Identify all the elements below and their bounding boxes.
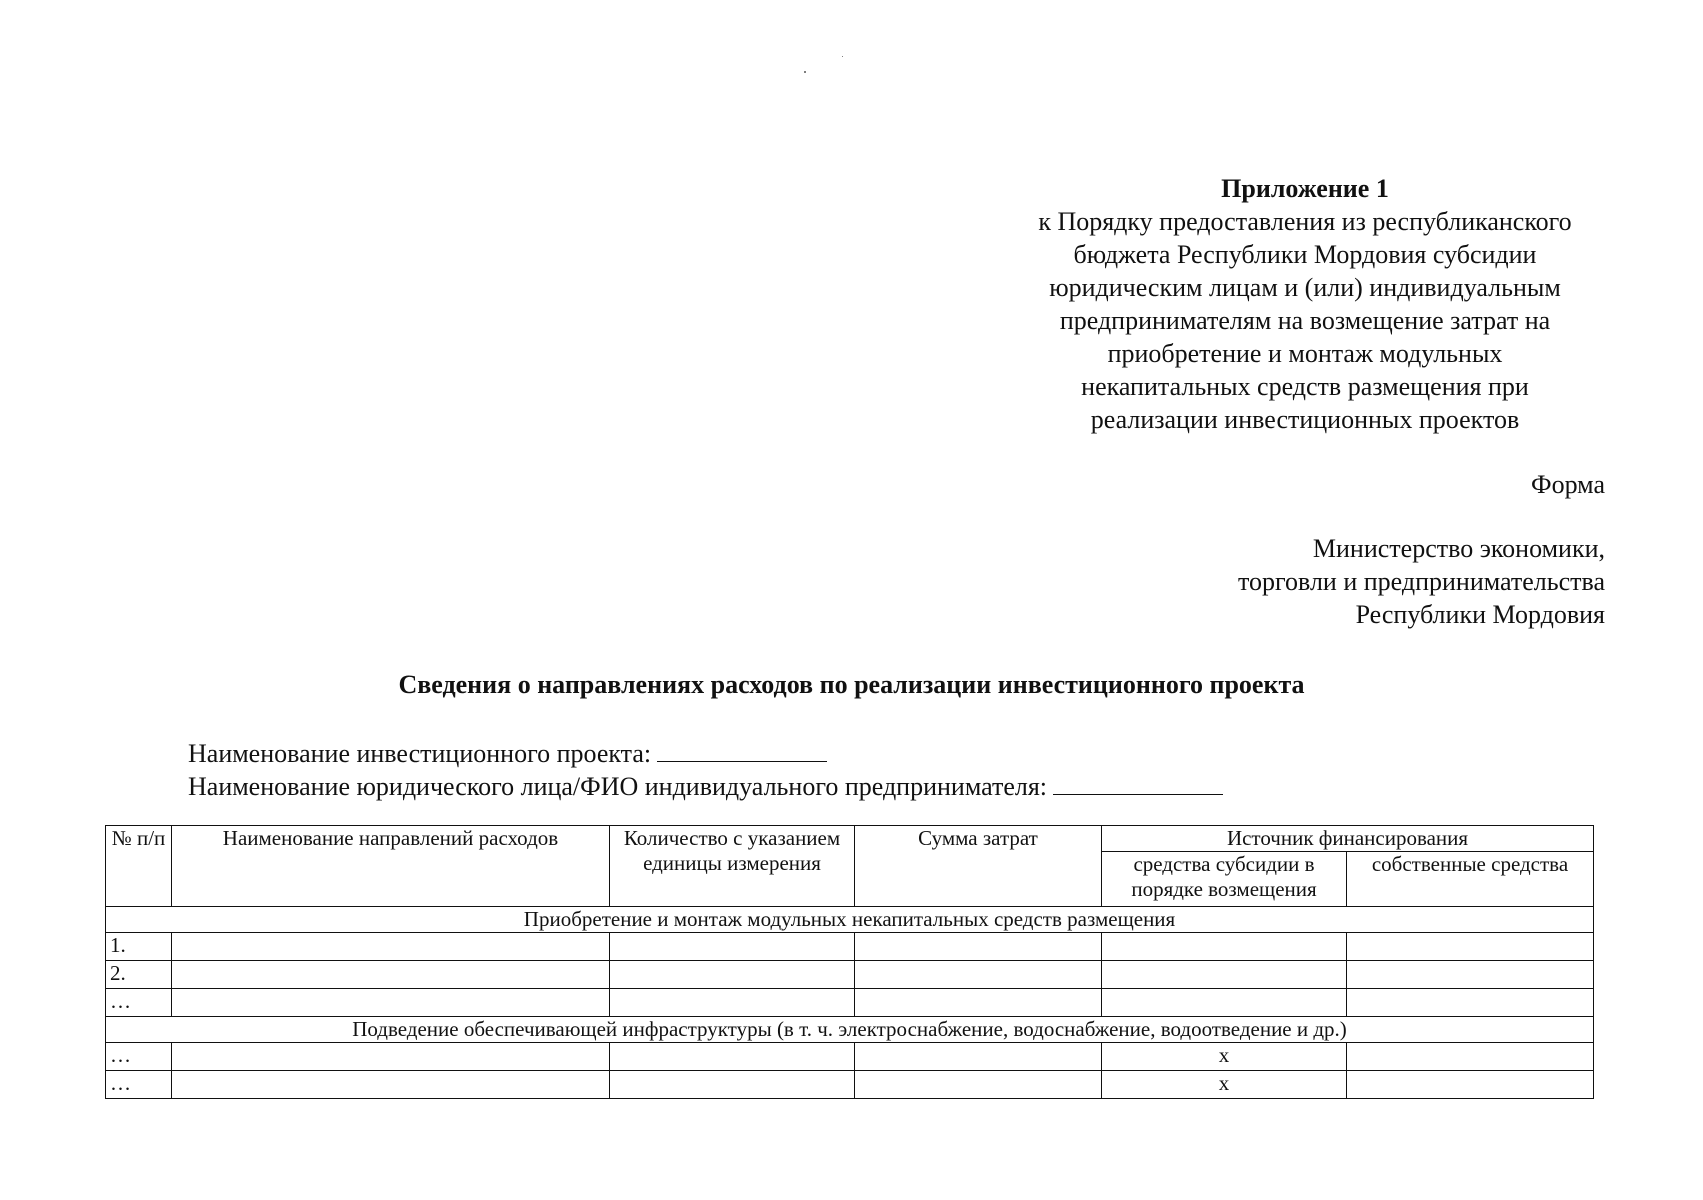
section-title: Подведение обеспечивающей инфраструктуры (в т. ч. электроснабжение, водоснабжение, водоотведение и др.) [106, 1017, 1594, 1043]
applicant-name-blank[interactable] [1053, 774, 1223, 795]
table-row [106, 1043, 1594, 1071]
cell-subsidy: x [1102, 1043, 1347, 1071]
cell-own-funds[interactable] [1347, 933, 1594, 961]
cell-amount[interactable] [855, 961, 1102, 989]
appendix-line: реализации инвестиционных проектов [1090, 405, 1520, 434]
cell-subsidy[interactable] [1102, 933, 1347, 961]
header-quantity: Количество с указанием единицы измерения [610, 826, 855, 907]
cell-amount[interactable] [855, 933, 1102, 961]
project-name-blank[interactable] [657, 741, 827, 762]
scan-speck [804, 71, 806, 73]
project-name-label: Наименование инвестиционного проекта: [188, 739, 652, 768]
form-label: Форма [1531, 470, 1605, 499]
cell-direction[interactable] [172, 961, 610, 989]
cell-own-funds[interactable] [1347, 961, 1594, 989]
applicant-name-field [188, 770, 1223, 803]
row-number: … [106, 1071, 172, 1099]
cell-direction[interactable] [172, 1043, 610, 1071]
appendix-header [995, 172, 1615, 436]
cell-quantity[interactable] [610, 961, 855, 989]
addressee-line: Министерство экономики, [1312, 534, 1605, 563]
cell-subsidy[interactable] [1102, 961, 1347, 989]
row-number: … [106, 1043, 172, 1071]
table-header-row [106, 826, 1594, 852]
project-name-field [188, 737, 1223, 770]
cell-quantity[interactable] [610, 1043, 855, 1071]
addressee-line: торговли и предпринимательства [1237, 567, 1605, 596]
cell-subsidy: x [1102, 1071, 1347, 1099]
cell-quantity[interactable] [610, 989, 855, 1017]
cell-quantity[interactable] [610, 933, 855, 961]
row-number: … [106, 989, 172, 1017]
table-row [106, 933, 1594, 961]
appendix-line: к Порядку предоставления из республиканского [1038, 207, 1572, 236]
appendix-title: Приложение 1 [1221, 174, 1389, 203]
cell-direction[interactable] [172, 989, 610, 1017]
fields-block [188, 737, 1223, 803]
header-subsidy: средства субсидии в порядке возмещения [1102, 852, 1347, 907]
cell-quantity[interactable] [610, 1071, 855, 1099]
cell-own-funds[interactable] [1347, 989, 1594, 1017]
cell-subsidy[interactable] [1102, 989, 1347, 1017]
header-own-funds: собственные средства [1347, 852, 1594, 907]
appendix-line: некапитальных средств размещения при [1081, 372, 1529, 401]
appendix-line: приобретение и монтаж модульных [1107, 339, 1503, 368]
cell-amount[interactable] [855, 989, 1102, 1017]
document-title: Сведения о направлениях расходов по реализации инвестиционного проекта [398, 670, 1305, 699]
cell-own-funds[interactable] [1347, 1071, 1594, 1099]
section-row [106, 1017, 1594, 1043]
appendix-line: юридическим лицам и (или) индивидуальным [1049, 273, 1561, 302]
cell-direction[interactable] [172, 933, 610, 961]
row-number: 1. [106, 933, 172, 961]
table-row [106, 961, 1594, 989]
header-funding-source: Источник финансирования [1102, 826, 1594, 852]
expenses-table [105, 825, 1594, 1099]
applicant-name-label: Наименование юридического лица/ФИО индивидуального предпринимателя: [188, 772, 1048, 801]
cell-amount[interactable] [855, 1043, 1102, 1071]
row-number: 2. [106, 961, 172, 989]
cell-amount[interactable] [855, 1071, 1102, 1099]
table-row [106, 1071, 1594, 1099]
section-row [106, 907, 1594, 933]
appendix-line: бюджета Республики Мордовия субсидии [1073, 240, 1537, 269]
cell-direction[interactable] [172, 1071, 610, 1099]
section-title: Приобретение и монтаж модульных некапитальных средств размещения [106, 907, 1594, 933]
scan-speck [842, 56, 843, 57]
cell-own-funds[interactable] [1347, 1043, 1594, 1071]
addressee-block [1238, 532, 1605, 631]
appendix-line: предпринимателям на возмещение затрат на [1059, 306, 1551, 335]
table-row [106, 989, 1594, 1017]
header-direction: Наименование направлений расходов [172, 826, 610, 907]
header-number: № п/п [106, 826, 172, 907]
addressee-line: Республики Мордовия [1355, 600, 1605, 629]
header-amount: Сумма затрат [855, 826, 1102, 907]
